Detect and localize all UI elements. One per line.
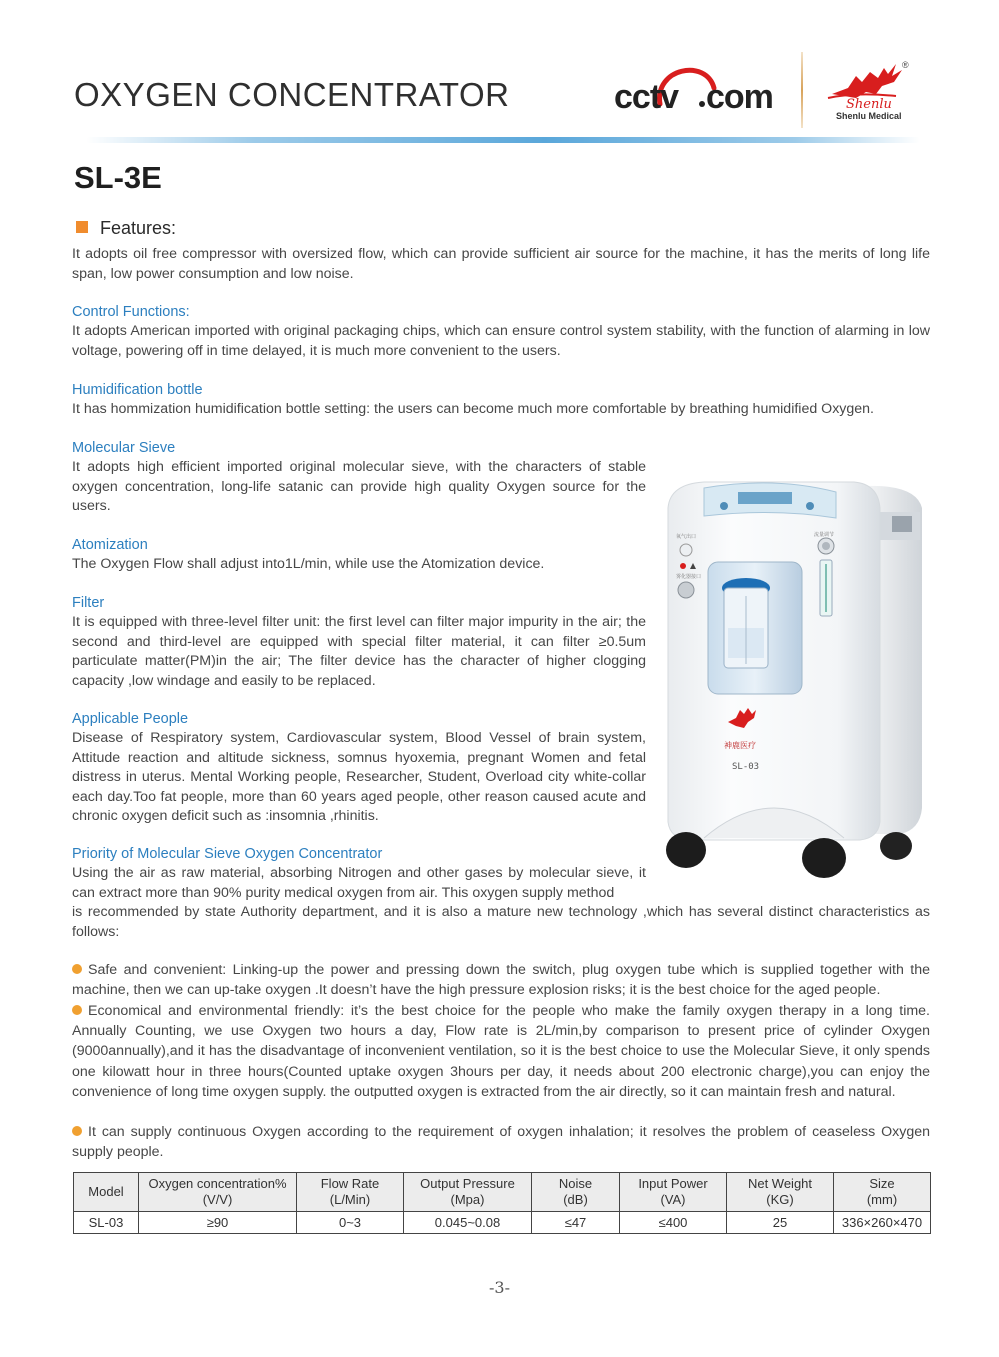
page-title: OXYGEN CONCENTRATOR [74,76,510,113]
registered-mark: ® [902,60,909,70]
table-cell: ≤400 [620,1212,727,1234]
device-model-label: SL-03 [732,762,760,772]
section-text-priority-narrow: Using the air as raw material, absorbing Nitrogen and other gases by molecular sieve, it can extract more than 90% purity medical oxygen from air. This oxygen supply method [72,865,646,901]
table-header-size: Size (mm) [834,1173,931,1212]
bullet-text: It can supply continuous Oxygen according to the requirement of oxygen inhalation; it resolves the problem of ceaseless Oxygen supply people. [72,1124,930,1161]
deer-logo-icon [826,58,918,110]
features-heading [76,218,176,239]
model-title: SL-3E [74,160,162,195]
section-text-control: It adopts American imported with original packaging chips, which can ensure control system stability, with the function of alarming in low voltage, powering off in time delayed, it is much more convenient to the users. [72,323,930,359]
bullet-dot-icon [72,1126,82,1136]
spec-table-header-row [74,1173,931,1212]
bullet-item-safe [72,960,930,1000]
svg-text:氧气出口: 氧气出口 [676,534,697,540]
table-cell: ≤47 [532,1212,620,1234]
section-text-molecular-sieve: It adopts high efficient imported original molecular sieve, with the characters of stable oxygen concentration, long-life satanic can provide high quality Oxygen source for the users. [72,459,646,514]
bullet-text: Economical and environmental friendly: it’s the best choice for the people who make the family oxygen therapy in a long time. Annually Counting, we use Oxygen two hours a day, Flow rate is 2L/min,by comparison to present price of cylinder Oxygen (9000annually),and it has the disadvantage of inconvenient ventilation, so it is the best choice to use the Molecular Sieve, it only spends one kilowatt hour in three hours(Counted uptake oxygen 3hours per day, it needs about 200 electronic charge),you can enjoy the convenience of long time oxygen supply. the outputted oxygen is extracted from the air directly, so it can maintain fresh and natural. [72,1003,930,1100]
table-header-pressure: Output Pressure (Mpa) [404,1173,532,1212]
logo-divider [801,52,803,128]
bullet-text: Safe and convenient: Linking-up the power and pressing down the switch, plug oxygen tube which is supplied together with the machine, then we can up-take oxygen .It doesn’t have the high pressure explosion risks; it is the best choice for the aged people. [72,962,930,999]
table-header-power: Input Power (VA) [620,1173,727,1212]
section-heading-control: Control Functions: [72,304,190,320]
table-header-flow: Flow Rate (L/Min) [297,1173,404,1212]
bullet-item-continuous [72,1122,930,1162]
device-illustration [664,478,930,882]
shenlu-caption: Shenlu Medical [836,111,902,121]
orange-square-icon [76,221,88,233]
table-row [74,1212,931,1234]
section-heading-atomization: Atomization [72,537,148,553]
svg-text:雾化器接口: 雾化器接口 [676,574,702,580]
table-cell: SL-03 [74,1212,139,1234]
cctv-logo-graphic [614,60,774,120]
section-heading-molecular-sieve: Molecular Sieve [72,440,176,456]
table-header-model: Model [74,1173,139,1212]
page-number: -3- [489,1278,510,1297]
bullet-dot-icon [72,964,82,974]
section-text-priority-wide: is recommended by state Authority department, and it is also a mature new technology ,which has several distinct characteristics as follows: [72,904,930,940]
table-header-weight: Net Weight (KG) [727,1173,834,1212]
table-header-noise: Noise (dB) [532,1173,620,1212]
section-text-humidification: It has hommization humidification bottle setting: the users can become much more comfortable by breathing humidified Oxygen. [72,401,875,417]
svg-text:cctv: cctv [614,78,679,116]
section-text-atomization: The Oxygen Flow shall adjust into1L/min, while use the Atomization device. [72,556,545,572]
table-cell: 0.045~0.08 [404,1212,532,1234]
svg-text:com: com [706,78,773,116]
table-cell: 25 [727,1212,834,1234]
device-brand-label: 神鹿医疗 [724,741,756,750]
shenlu-logo [826,58,918,124]
section-heading-priority: Priority of Molecular Sieve Oxygen Concentrator [72,846,383,862]
header-rule [86,137,920,143]
bullet-dot-icon [72,1005,82,1015]
table-cell: ≥90 [139,1212,297,1234]
table-cell: 336×260×470 [834,1212,931,1234]
section-heading-applicable-people: Applicable People [72,711,189,727]
oxygen-concentrator-image [664,478,930,882]
section-heading-filter: Filter [72,595,105,611]
spec-table [73,1172,931,1234]
section-text-applicable-people: Disease of Respiratory system, Cardiovascular system, Blood Vessel of brain system, Attitude reaction and altitude sickness, somnus hyoxemia, pregnant Women and fetal distress in uterus. Mental Working people, Researcher, Student, Overload city white-collar each day.Too fat people, more than 60 years aged people, other reason caused acute and chronic oxygen deficit such as :insomnia ,rhinitis. [72,730,646,824]
cctv-logo [614,60,774,120]
section-heading-humidification: Humidification bottle [72,382,203,398]
features-heading-label: Features: [100,218,177,238]
svg-text:流量调节: 流量调节 [814,532,835,538]
bullet-item-economical [72,1001,930,1102]
table-header-oxygen: Oxygen concentration% (V/V) [139,1173,297,1212]
features-intro: It adopts oil free compressor with oversized flow, which can provide sufficient air source for the machine, it has the merits of long life span, low power consumption and low noise. [72,246,930,282]
section-text-filter: It is equipped with three-level filter unit: the first level can filter major impurity in the air; the second and third-level are equipped with special filter material, it can filter ≥0.5um particulate matter(PM)in the air; The filter device has the character of higher clogging capacity ,low windage and easily to be replaced. [72,614,646,689]
shenlu-script: Shenlu [846,97,892,110]
table-cell: 0~3 [297,1212,404,1234]
